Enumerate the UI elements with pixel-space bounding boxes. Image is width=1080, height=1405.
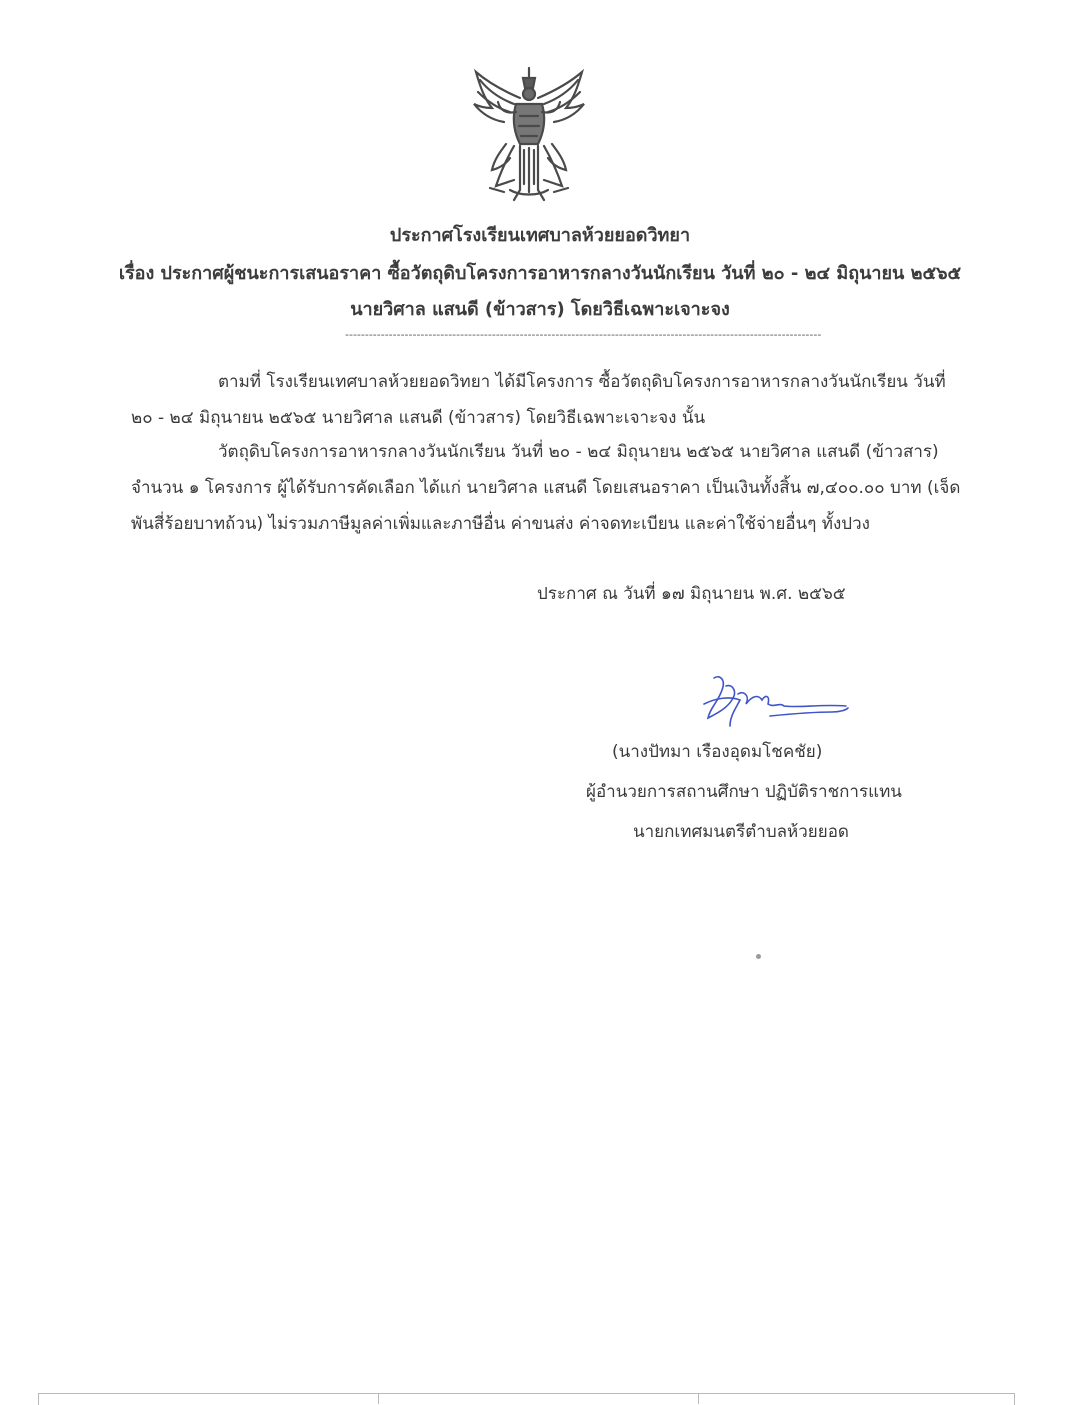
scan-border [38,1393,1015,1405]
announcement-subject-line2: นายวิศาล แสนดี (ข้าวสาร) โดยวิธีเฉพาะเจาะจง [350,299,730,320]
paragraph-1-line-1: ตามที่ โรงเรียนเทศบาลห้วยยอดวิทยา ได้มีโครงการ ซื้อวัตถุดิบโครงการอาหารกลางวันนักเรียน วันที่ [218,372,946,392]
announcement-title: ประกาศโรงเรียนเทศบาลห้วยยอดวิทยา [389,225,691,246]
announcement-date: ประกาศ ณ วันที่ ๑๗ มิถุนายน พ.ศ. ๒๕๖๕ [537,584,846,604]
handwritten-signature [700,672,850,736]
paragraph-2-line-1: วัตถุดิบโครงการอาหารกลางวันนักเรียน วันที่ ๒๐ - ๒๔ มิถุนายน ๒๕๖๕ นายวิศาล แสนดี (ข้าวสาร) [218,442,939,462]
scan-border-divider [698,1393,699,1404]
signatory-name: (นางปัทมา เรืองอุดมโชคชัย) [612,742,823,762]
paragraph-1-line-2: ๒๐ - ๒๔ มิถุนายน ๒๕๖๕ นายวิศาล แสนดี (ข้าวสาร) โดยวิธีเฉพาะเจาะจง นั้น [131,408,706,428]
garuda-emblem-icon [470,64,588,208]
paragraph-2-line-2: จำนวน ๑ โครงการ ผู้ได้รับการคัดเลือก ได้แก่ นายวิศาล แสนดี โดยเสนอราคา เป็นเงินทั้งสิ้น ๗,๔๐๐.๐๐ บาท (เจ็ด [131,478,961,498]
announcement-subject: เรื่อง ประกาศผู้ชนะการเสนอราคา ซื้อวัตถุดิบโครงการอาหารกลางวันนักเรียน วันที่ ๒๐ - ๒๔ มิถุนายน ๒๕๖๕ [118,263,962,284]
separator-line: ------------------------------------------------------------------------------------------------------------------------ [345,328,822,341]
scan-speck [756,954,761,959]
scan-border-divider [378,1393,379,1404]
paragraph-2-line-3: พันสี่ร้อยบาทถ้วน) ไม่รวมภาษีมูลค่าเพิ่มและภาษีอื่น ค่าขนส่ง ค่าจดทะเบียน และค่าใช้จ่ายอื่นๆ ทั้งปวง [131,514,870,534]
signatory-position: ผู้อำนวยการสถานศึกษา ปฏิบัติราชการแทน [586,782,902,802]
signatory-on-behalf-of: นายกเทศมนตรีตำบลห้วยยอด [633,822,849,842]
